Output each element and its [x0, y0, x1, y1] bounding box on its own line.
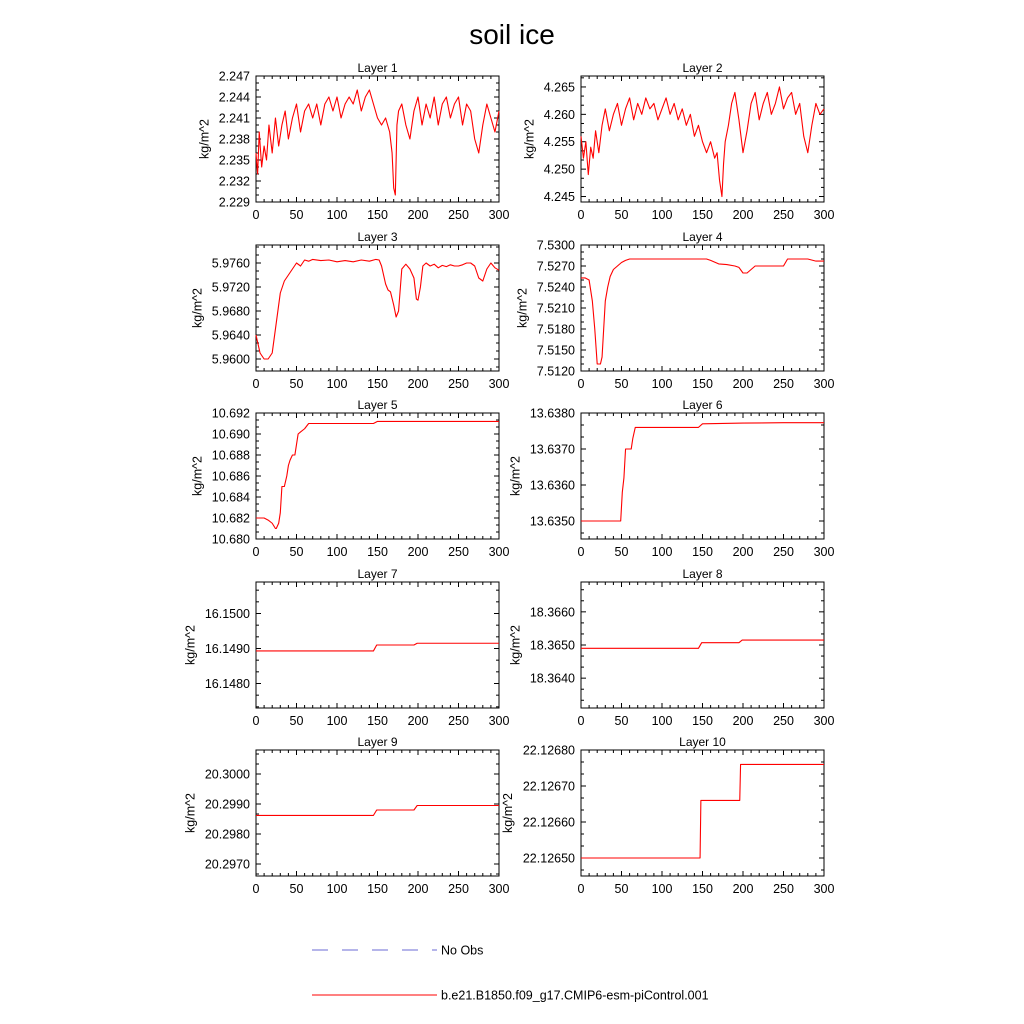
x-tick-label: 300	[488, 882, 510, 896]
x-tick-label: 200	[407, 377, 429, 391]
panel-layer-9	[183, 735, 509, 896]
x-tick-label: 200	[407, 714, 429, 728]
x-tick-label: 300	[488, 545, 510, 559]
x-tick-label: 0	[252, 377, 260, 391]
x-tick-label: 300	[813, 545, 835, 559]
panel-title: Layer 7	[357, 567, 398, 581]
x-tick-label: 200	[732, 882, 754, 896]
y-tick-label: 20.3000	[204, 767, 250, 782]
x-tick-label: 150	[367, 545, 388, 559]
y-tick-label: 4.260	[543, 107, 575, 122]
y-tick-label: 2.235	[218, 153, 250, 168]
y-tick-label: 10.692	[211, 406, 250, 421]
legend	[312, 944, 709, 1003]
x-tick-label: 100	[326, 208, 348, 222]
y-axis-label: kg/m^2	[183, 793, 198, 833]
x-tick-label: 300	[813, 208, 835, 222]
plot-frame	[256, 245, 499, 371]
x-tick-label: 200	[407, 208, 429, 222]
y-tick-label: 10.690	[211, 427, 250, 442]
x-tick-label: 150	[692, 714, 713, 728]
x-tick-label: 250	[773, 208, 794, 222]
x-tick-label: 300	[813, 882, 835, 896]
legend-label: b.e21.B1850.f09_g17.CMIP6-esm-piControl.001	[441, 988, 709, 1003]
y-tick-label: 4.250	[543, 162, 575, 177]
panel-layer-8	[508, 567, 834, 728]
y-axis-label: kg/m^2	[515, 288, 530, 328]
panel-title: Layer 10	[679, 735, 726, 749]
plot-frame	[256, 413, 499, 539]
y-tick-label: 22.12680	[522, 743, 575, 758]
x-tick-label: 50	[614, 545, 629, 559]
y-tick-label: 10.688	[211, 448, 250, 463]
series-line-layer-5	[256, 421, 499, 528]
panel-title: Layer 4	[682, 230, 723, 244]
x-tick-label: 250	[773, 714, 794, 728]
x-tick-label: 250	[773, 377, 794, 391]
x-tick-label: 250	[448, 545, 469, 559]
panel-title: Layer 2	[682, 61, 723, 75]
panel-layer-2	[523, 61, 835, 222]
y-tick-label: 5.9600	[211, 352, 250, 367]
x-tick-label: 250	[448, 377, 469, 391]
series-line-layer-2	[581, 87, 824, 197]
y-tick-label: 7.5300	[536, 238, 575, 253]
x-tick-label: 0	[252, 882, 260, 896]
x-tick-label: 100	[326, 714, 348, 728]
x-tick-label: 150	[692, 882, 713, 896]
series-line-layer-4	[581, 259, 824, 364]
plot-frame	[256, 750, 499, 876]
x-tick-label: 300	[488, 377, 510, 391]
series-line-layer-10	[581, 764, 824, 858]
y-axis-label: kg/m^2	[508, 456, 523, 496]
x-tick-label: 150	[367, 882, 388, 896]
x-tick-label: 0	[252, 208, 260, 222]
y-tick-label: 20.2970	[204, 857, 250, 872]
series-line-layer-1	[256, 90, 499, 195]
y-axis-label: kg/m^2	[190, 456, 205, 496]
y-tick-label: 13.6360	[529, 478, 575, 493]
y-tick-label: 13.6370	[529, 442, 575, 457]
x-tick-label: 250	[448, 882, 469, 896]
x-tick-label: 100	[651, 545, 673, 559]
panel-title: Layer 8	[682, 567, 723, 581]
y-tick-label: 22.12650	[522, 851, 575, 866]
y-tick-label: 16.1480	[204, 677, 250, 691]
x-tick-label: 100	[651, 377, 673, 391]
x-tick-label: 100	[326, 545, 348, 559]
x-tick-label: 250	[773, 545, 794, 559]
x-tick-label: 250	[448, 208, 469, 222]
y-tick-label: 7.5210	[536, 301, 575, 316]
panel-layer-5	[190, 398, 509, 559]
x-tick-label: 50	[289, 882, 304, 896]
panel-layer-10	[501, 735, 834, 896]
x-tick-label: 100	[326, 377, 348, 391]
y-tick-label: 22.12660	[522, 815, 575, 830]
y-tick-label: 22.12670	[522, 779, 575, 794]
plot-frame	[581, 76, 824, 202]
y-tick-label: 13.6380	[529, 406, 575, 421]
x-tick-label: 50	[614, 882, 629, 896]
y-axis-label: kg/m^2	[190, 288, 205, 328]
x-tick-label: 150	[367, 377, 388, 391]
x-tick-label: 50	[614, 714, 629, 728]
x-tick-label: 150	[367, 714, 388, 728]
x-tick-label: 200	[732, 208, 754, 222]
y-tick-label: 10.686	[211, 469, 250, 484]
x-tick-label: 100	[326, 882, 348, 896]
y-tick-label: 7.5240	[536, 280, 575, 295]
plot-frame	[581, 413, 824, 539]
series-line-layer-6	[581, 423, 824, 521]
series-line-layer-3	[256, 259, 499, 359]
x-tick-label: 250	[448, 714, 469, 728]
series-line-layer-8	[581, 640, 824, 648]
panel-title: Layer 3	[357, 230, 398, 244]
x-tick-label: 50	[289, 545, 304, 559]
y-tick-label: 7.5180	[536, 322, 575, 337]
x-tick-label: 150	[692, 377, 713, 391]
x-tick-label: 0	[252, 545, 260, 559]
x-tick-label: 250	[773, 882, 794, 896]
x-tick-label: 50	[289, 714, 304, 728]
x-tick-label: 300	[813, 377, 835, 391]
y-tick-label: 10.684	[211, 490, 250, 505]
x-tick-label: 300	[488, 208, 510, 222]
y-tick-label: 7.5150	[536, 343, 575, 358]
y-tick-label: 16.1500	[204, 607, 250, 621]
panel-layer-3	[190, 230, 509, 391]
y-tick-label: 18.3640	[529, 671, 575, 686]
y-tick-label: 2.229	[218, 195, 250, 210]
panel-title: Layer 1	[357, 61, 398, 75]
x-tick-label: 50	[289, 377, 304, 391]
x-tick-label: 300	[813, 714, 835, 728]
x-tick-label: 0	[577, 714, 585, 728]
panel-title: Layer 5	[357, 398, 398, 412]
x-tick-label: 100	[651, 714, 673, 728]
y-tick-label: 5.9640	[211, 328, 250, 343]
x-tick-label: 0	[577, 377, 585, 391]
y-tick-label: 10.682	[211, 511, 250, 526]
legend-label: No Obs	[441, 943, 484, 958]
y-axis-label: kg/m^2	[508, 625, 523, 665]
y-axis-label: kg/m^2	[501, 793, 516, 833]
y-tick-label: 2.232	[218, 174, 250, 189]
x-tick-label: 300	[488, 714, 510, 728]
plot-frame	[581, 245, 824, 371]
y-axis-label: kg/m^2	[197, 119, 212, 159]
y-tick-label: 5.9680	[211, 304, 250, 319]
panel-title: Layer 6	[682, 398, 723, 412]
series-line-layer-9	[256, 806, 499, 816]
y-tick-label: 7.5270	[536, 259, 575, 274]
y-tick-label: 5.9720	[211, 280, 250, 295]
y-tick-label: 10.680	[211, 532, 250, 547]
x-tick-label: 0	[577, 545, 585, 559]
y-tick-label: 13.6350	[529, 514, 575, 529]
y-tick-label: 18.3660	[529, 605, 575, 620]
x-tick-label: 50	[289, 208, 304, 222]
x-tick-label: 100	[651, 882, 673, 896]
x-tick-label: 0	[577, 208, 585, 222]
y-tick-label: 2.238	[218, 132, 250, 147]
y-tick-label: 4.245	[543, 190, 575, 205]
plot-frame	[256, 76, 499, 202]
y-tick-label: 4.265	[543, 80, 575, 95]
x-tick-label: 50	[614, 377, 629, 391]
x-tick-label: 200	[732, 545, 754, 559]
panels	[183, 61, 834, 896]
x-tick-label: 150	[692, 545, 713, 559]
y-axis-label: kg/m^2	[183, 625, 198, 665]
y-tick-label: 2.244	[218, 90, 250, 105]
plot-frame	[581, 582, 824, 708]
x-tick-label: 150	[367, 208, 388, 222]
plot-frame	[581, 750, 824, 876]
panel-layer-1	[198, 61, 510, 222]
y-tick-label: 7.5120	[536, 364, 575, 379]
x-tick-label: 100	[651, 208, 673, 222]
y-tick-label: 2.247	[218, 69, 250, 84]
y-tick-label: 16.1490	[204, 642, 250, 656]
panel-layer-4	[515, 230, 834, 391]
y-tick-label: 2.241	[218, 111, 250, 126]
x-tick-label: 200	[407, 545, 429, 559]
x-tick-label: 0	[252, 714, 260, 728]
x-tick-label: 200	[407, 882, 429, 896]
figure-title: soil ice	[469, 19, 555, 50]
y-tick-label: 20.2980	[204, 827, 250, 842]
y-tick-label: 18.3650	[529, 638, 575, 653]
panel-layer-7	[183, 567, 509, 728]
x-tick-label: 200	[732, 377, 754, 391]
series-line-layer-7	[256, 643, 499, 651]
x-tick-label: 200	[732, 714, 754, 728]
y-axis-label: kg/m^2	[522, 119, 537, 159]
panel-title: Layer 9	[357, 735, 398, 749]
x-tick-label: 150	[692, 208, 713, 222]
y-tick-label: 20.2990	[204, 797, 250, 812]
panel-layer-6	[508, 398, 834, 559]
x-tick-label: 0	[577, 882, 585, 896]
x-tick-label: 50	[614, 208, 629, 222]
y-tick-label: 5.9760	[211, 256, 250, 271]
y-tick-label: 4.255	[543, 135, 575, 150]
